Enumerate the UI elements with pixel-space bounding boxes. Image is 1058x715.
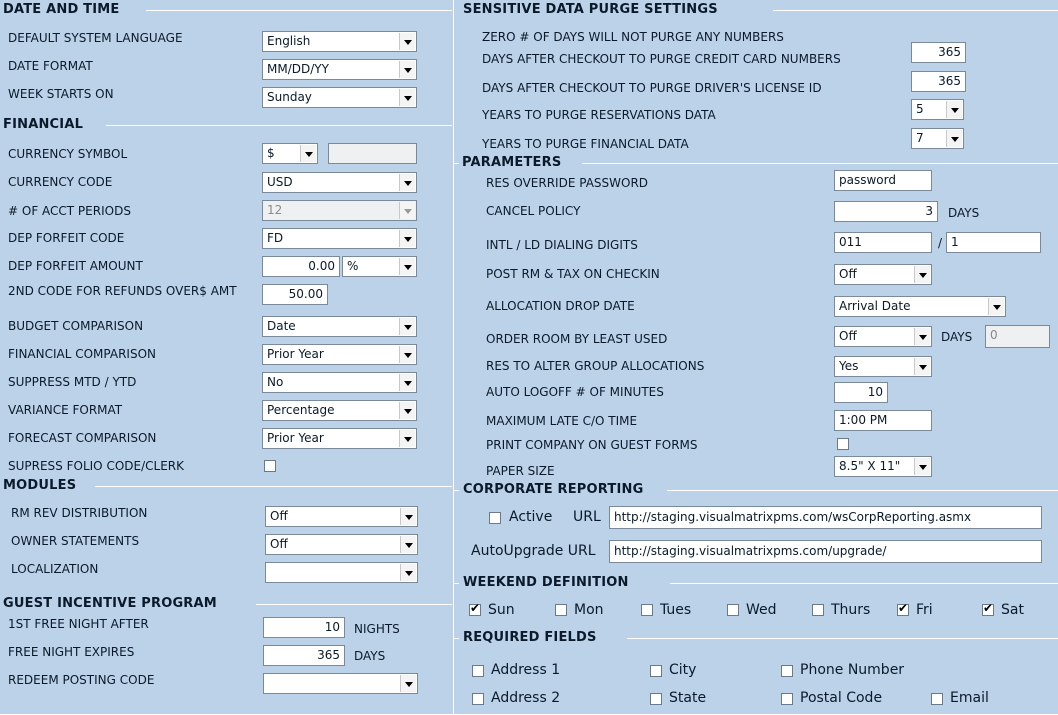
section-rule — [95, 486, 452, 487]
variance-format-label: VARIANCE FORMAT — [8, 403, 123, 417]
refund-code-label: 2ND CODE FOR REFUNDS OVER$ AMT — [8, 284, 237, 298]
section-rule — [453, 638, 459, 639]
section-title-parameters: PARAMETERS — [462, 155, 562, 170]
supress-folio-checkbox[interactable] — [264, 460, 276, 472]
forecast-comparison-label: FORECAST COMPARISON — [8, 431, 157, 445]
dep-forfeit-code-select[interactable]: FD — [262, 228, 417, 249]
required-address2-checkbox[interactable] — [472, 693, 484, 705]
week-starts-select[interactable]: Sunday — [262, 87, 417, 108]
weekend-mon-checkbox[interactable] — [555, 604, 567, 616]
section-title-financial: FINANCIAL — [3, 117, 84, 132]
week-starts-label: WEEK STARTS ON — [8, 87, 114, 101]
section-rule — [256, 604, 452, 605]
chevron-down-icon — [914, 328, 930, 345]
order-room-label: ORDER ROOM BY LEAST USED — [486, 332, 668, 346]
print-company-label: PRINT COMPANY ON GUEST FORMS — [486, 438, 698, 452]
forecast-comparison-select[interactable]: Prior Year — [262, 428, 417, 449]
order-room-days-input: 0 — [985, 325, 1050, 348]
cancel-policy-unit: DAYS — [948, 206, 980, 220]
dep-forfeit-amount-input[interactable]: 0.00 — [262, 256, 340, 277]
chevron-down-icon — [399, 33, 415, 50]
cancel-policy-label: CANCEL POLICY — [486, 204, 581, 218]
weekend-fri-checkbox[interactable] — [897, 604, 909, 616]
allocation-drop-label: ALLOCATION DROP DATE — [486, 299, 635, 313]
weekend-sun-label: Sun — [488, 602, 515, 618]
purge-note: ZERO # OF DAYS WILL NOT PURGE ANY NUMBERS — [482, 30, 784, 44]
corporate-url-label: URL — [573, 509, 601, 525]
chevron-down-icon — [399, 230, 415, 247]
chevron-down-icon — [399, 374, 415, 391]
purge-fin-label: YEARS TO PURGE FINANCIAL DATA — [482, 137, 689, 151]
required-phone-checkbox[interactable] — [781, 665, 793, 677]
chevron-down-icon — [399, 202, 415, 219]
required-city-checkbox[interactable] — [650, 665, 662, 677]
required-postal-checkbox[interactable] — [781, 693, 793, 705]
section-title-weekend: WEEKEND DEFINITION — [463, 575, 629, 590]
required-phone-label: Phone Number — [800, 662, 905, 678]
paper-size-label: PAPER SIZE — [486, 464, 555, 478]
res-alter-label: RES TO ALTER GROUP ALLOCATIONS — [486, 359, 705, 373]
free-night-after-input[interactable]: 10 — [263, 617, 345, 638]
allocation-drop-select[interactable]: Arrival Date — [834, 296, 1006, 317]
chevron-down-icon — [400, 536, 416, 553]
weekend-sat-checkbox[interactable] — [982, 604, 994, 616]
date-format-label: DATE FORMAT — [8, 59, 93, 73]
corporate-active-checkbox[interactable] — [489, 512, 501, 524]
section-rule — [582, 163, 1058, 164]
chevron-down-icon — [399, 402, 415, 419]
dep-forfeit-code-label: DEP FORFEIT CODE — [8, 231, 125, 245]
purge-cc-input[interactable]: 365 — [911, 42, 966, 63]
rm-rev-select[interactable]: Off — [265, 506, 418, 527]
dep-forfeit-unit-select[interactable]: % — [342, 256, 417, 277]
required-address1-label: Address 1 — [491, 662, 561, 678]
suppress-mtd-label: SUPPRESS MTD / YTD — [8, 375, 137, 389]
section-title-modules: MODULES — [3, 478, 77, 493]
purge-cc-label: DAYS AFTER CHECKOUT TO PURGE CREDIT CARD NUMBERS — [482, 52, 841, 66]
chevron-down-icon — [399, 174, 415, 191]
late-co-input[interactable]: 1:00 PM — [834, 410, 932, 431]
auto-logoff-label: AUTO LOGOFF # OF MINUTES — [486, 385, 664, 399]
chevron-down-icon — [914, 358, 930, 375]
financial-comparison-select[interactable]: Prior Year — [262, 344, 417, 365]
dialing-label: INTL / LD DIALING DIGITS — [486, 238, 638, 252]
section-rule — [773, 10, 1058, 11]
free-night-after-label: 1ST FREE NIGHT AFTER — [8, 617, 149, 631]
acct-periods-select: 12 — [262, 200, 417, 221]
weekend-mon-label: Mon — [574, 602, 604, 618]
section-title-date-time: DATE AND TIME — [3, 2, 120, 17]
res-alter-select[interactable]: Yes — [834, 356, 932, 377]
section-title-corporate: CORPORATE REPORTING — [463, 482, 644, 497]
dialing-separator: / — [938, 236, 943, 250]
chevron-down-icon — [399, 346, 415, 363]
weekend-fri-label: Fri — [916, 602, 933, 618]
section-rule — [667, 490, 1058, 491]
section-title-required: REQUIRED FIELDS — [463, 630, 597, 645]
override-pw-input[interactable]: password — [834, 170, 932, 191]
required-state-checkbox[interactable] — [650, 693, 662, 705]
budget-comparison-select[interactable]: Date — [262, 316, 417, 337]
chevron-down-icon — [946, 130, 962, 147]
autoupgrade-url-input[interactable]: http://staging.visualmatrixpms.com/upgrade/ — [609, 540, 1042, 563]
order-room-select[interactable]: Off — [834, 326, 932, 347]
section-rule — [627, 638, 1058, 639]
autoupgrade-url-label: AutoUpgrade URL — [471, 543, 596, 559]
rm-rev-label: RM REV DISTRIBUTION — [11, 506, 148, 520]
currency-symbol-select[interactable]: $ — [262, 143, 318, 164]
required-city-label: City — [669, 662, 697, 678]
chevron-down-icon — [399, 430, 415, 447]
date-format-select[interactable]: MM/DD/YY — [262, 59, 417, 80]
language-select[interactable]: English — [262, 31, 417, 52]
redeem-code-label: REDEEM POSTING CODE — [8, 673, 155, 687]
required-postal-label: Postal Code — [800, 690, 883, 706]
required-state-label: State — [669, 690, 707, 706]
chevron-down-icon — [400, 564, 416, 581]
chevron-down-icon — [399, 61, 415, 78]
chevron-down-icon — [400, 675, 416, 692]
weekend-tues-label: Tues — [660, 602, 692, 618]
chevron-down-icon — [300, 145, 316, 162]
owner-statements-select[interactable]: Off — [265, 534, 418, 555]
dialing-ld-input[interactable]: 1 — [946, 232, 1041, 253]
chevron-down-icon — [399, 89, 415, 106]
required-email-label: Email — [950, 690, 989, 706]
section-rule — [106, 125, 452, 126]
purge-fin-select[interactable]: 7 — [911, 128, 964, 149]
currency-symbol-extra-field — [328, 143, 417, 164]
print-company-checkbox[interactable] — [837, 438, 849, 450]
chevron-down-icon — [988, 298, 1004, 315]
weekend-sat-label: Sat — [1001, 602, 1024, 618]
purge-dl-input[interactable]: 365 — [911, 71, 966, 92]
override-pw-label: RES OVERRIDE PASSWORD — [486, 176, 649, 190]
dep-forfeit-amount-label: DEP FORFEIT AMOUNT — [8, 259, 143, 273]
auto-logoff-input[interactable]: 10 — [834, 382, 888, 403]
free-night-expires-unit: DAYS — [354, 649, 386, 663]
weekend-sun-checkbox[interactable] — [469, 604, 481, 616]
post-rm-select[interactable]: Off — [834, 264, 932, 285]
suppress-mtd-select[interactable]: No — [262, 372, 417, 393]
section-rule — [453, 163, 459, 164]
free-night-after-unit: NIGHTS — [354, 622, 400, 636]
purge-res-label: YEARS TO PURGE RESERVATIONS DATA — [482, 108, 716, 122]
free-night-expires-label: FREE NIGHT EXPIRES — [8, 645, 135, 659]
chevron-down-icon — [914, 266, 930, 283]
localization-select[interactable] — [265, 562, 418, 583]
order-room-days-label: DAYS — [941, 330, 973, 344]
section-rule — [453, 490, 459, 491]
currency-code-select[interactable]: USD — [262, 172, 417, 193]
weekend-thurs-checkbox[interactable] — [812, 604, 824, 616]
paper-size-select[interactable]: 8.5" X 11" — [834, 456, 932, 477]
corporate-active-label: Active — [509, 509, 553, 525]
chevron-down-icon — [399, 258, 415, 275]
refund-code-input[interactable]: 50.00 — [262, 284, 328, 305]
chevron-down-icon — [400, 508, 416, 525]
redeem-code-select[interactable] — [263, 673, 418, 694]
required-email-checkbox[interactable] — [931, 693, 943, 705]
variance-format-select[interactable]: Percentage — [262, 400, 417, 421]
owner-statements-label: OWNER STATEMENTS — [11, 534, 140, 548]
section-rule — [670, 583, 1058, 584]
weekend-wed-label: Wed — [746, 602, 777, 618]
section-rule — [453, 583, 459, 584]
purge-dl-label: DAYS AFTER CHECKOUT TO PURGE DRIVER'S LICENSE ID — [482, 81, 822, 95]
chevron-down-icon — [399, 318, 415, 335]
required-address1-checkbox[interactable] — [472, 665, 484, 677]
currency-code-label: CURRENCY CODE — [8, 175, 113, 189]
free-night-expires-input[interactable]: 365 — [263, 645, 345, 666]
currency-symbol-label: CURRENCY SYMBOL — [8, 147, 128, 161]
dialing-intl-input[interactable]: 011 — [834, 232, 932, 253]
chevron-down-icon — [914, 458, 930, 475]
localization-label: LOCALIZATION — [11, 562, 99, 576]
purge-res-select[interactable]: 5 — [911, 99, 964, 120]
corporate-url-input[interactable]: http://staging.visualmatrixpms.com/wsCorpReporting.asmx — [609, 506, 1042, 529]
weekend-wed-checkbox[interactable] — [727, 604, 739, 616]
budget-comparison-label: BUDGET COMPARISON — [8, 319, 144, 333]
section-title-purge: SENSITIVE DATA PURGE SETTINGS — [463, 2, 718, 17]
section-rule — [146, 10, 452, 11]
section-title-guest-incentive: GUEST INCENTIVE PROGRAM — [3, 596, 217, 611]
required-address2-label: Address 2 — [491, 690, 561, 706]
weekend-thurs-label: Thurs — [831, 602, 871, 618]
acct-periods-label: # OF ACCT PERIODS — [8, 204, 131, 218]
language-label: DEFAULT SYSTEM LANGUAGE — [8, 31, 183, 45]
weekend-tues-checkbox[interactable] — [641, 604, 653, 616]
column-divider — [453, 0, 454, 715]
cancel-policy-input[interactable]: 3 — [834, 201, 938, 222]
post-rm-label: POST RM & TAX ON CHECKIN — [486, 267, 660, 281]
financial-comparison-label: FINANCIAL COMPARISON — [8, 347, 157, 361]
chevron-down-icon — [946, 101, 962, 118]
late-co-label: MAXIMUM LATE C/O TIME — [486, 414, 638, 428]
supress-folio-label: SUPRESS FOLIO CODE/CLERK — [8, 459, 184, 473]
